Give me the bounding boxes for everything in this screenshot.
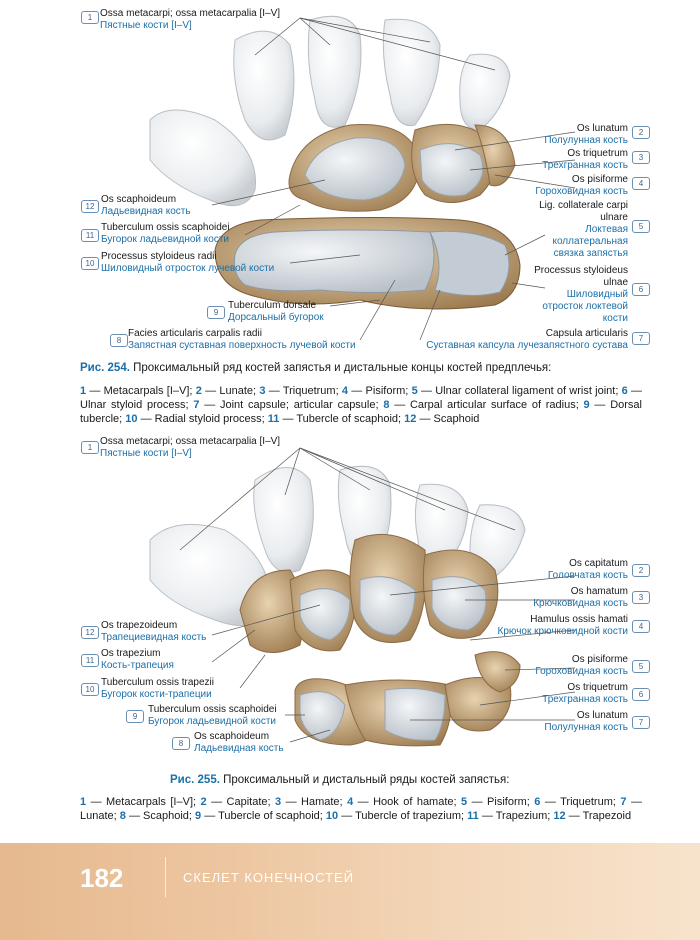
label-lunate: Os lunatum Полулунная кость (544, 123, 628, 146)
page-footer (0, 843, 700, 940)
legend-term: Lunate; (80, 810, 117, 822)
label-num-2: 2 (632, 126, 650, 139)
legend-term: Radial styloid process; (154, 413, 265, 425)
label-num-1: 1 (81, 441, 99, 454)
footer-divider (165, 857, 166, 897)
legend-term: Metacarpals [I–V]; (106, 796, 197, 808)
figure-255 (0, 430, 700, 760)
label-num-9: 9 (207, 306, 225, 319)
label-num-12: 12 (81, 626, 99, 639)
figure-254 (0, 0, 700, 351)
label-num-7: 7 (632, 332, 650, 345)
label-num-4: 4 (632, 620, 650, 633)
label-metacarpals: Ossa metacarpi; ossa metacarpalia [I–V] Пястные кости [I–V] (100, 436, 281, 459)
legend-number: 10 (125, 413, 138, 425)
label-num-8: 8 (110, 334, 128, 347)
figure-254-caption: Рис. 254. Проксимальный ряд костей запястья и дистальные концы костей предплечья: (80, 362, 552, 374)
label-num-8: 8 (172, 737, 190, 750)
label-num-6: 6 (632, 688, 650, 701)
label-num-11: 11 (81, 654, 99, 667)
label-hook-of-hamate: Hamulus ossis hamati Крючок крючковидной кости (497, 614, 628, 637)
legend-number: 2 (200, 796, 207, 808)
page-number: 182 (80, 863, 124, 893)
label-num-1: 1 (81, 11, 99, 24)
legend-number: 11 (467, 810, 479, 822)
label-pisiform: Os pisiforme Гороховидная кость (535, 654, 628, 677)
legend-term: Dorsal tubercle; (80, 399, 642, 425)
legend-term: Hook of hamate; (373, 796, 457, 808)
label-triquetrum: Os triquetrum Трехгранная кость (542, 682, 628, 705)
label-trapezium: Os trapezium Кость-трапеция (101, 648, 174, 671)
legend-term: Joint capsule; articular capsule; (219, 399, 379, 411)
label-num-4: 4 (632, 177, 650, 190)
label-num-2: 2 (632, 564, 650, 577)
label-num-10: 10 (81, 683, 99, 696)
legend-term: Trapezoid (582, 810, 632, 822)
legend-term: Scaphoid; (143, 810, 192, 822)
legend-number: 4 (341, 385, 349, 397)
legend-term: Scaphoid (433, 413, 480, 425)
legend-number: 8 (119, 810, 126, 822)
label-tubercle-scaphoid: Tuberculum ossis scaphoidei Бугорок ладьевидной кости (148, 704, 277, 727)
label-num-3: 3 (632, 591, 650, 604)
legend-term: Pisiform; (365, 385, 409, 397)
label-num-7: 7 (632, 716, 650, 729)
label-metacarpals: Ossa metacarpi; ossa metacarpalia [I–V] Пястные кости [I–V] (100, 8, 281, 31)
label-ulnar-collateral-ligament: Lig. collaterale carpi ulnare Локтевая коллатеральная связка запястья (539, 200, 628, 259)
legend-term: Ulnar styloid process; (80, 399, 189, 411)
figure-255-legend: 1 — Metacarpals [I–V]; 2 — Capitate; 3 — Hamate; 4 — Hook of hamate; 5 — Pisiform; 6 — Triquetrum; 7 — Lunate; 8 — Scaphoid; 9 — Tubercle of scaphoid; 10 — Tubercle of trapezium; 11 — Trapezium; 12 — Trapezoid (80, 796, 642, 822)
legend-term: Lunate; (219, 385, 257, 397)
label-hamate: Os hamatum Крючковидная кость (533, 586, 628, 609)
legend-number: 6 (534, 796, 541, 808)
label-scaphoid: Os scaphoideum Ладьевидная кость (194, 731, 284, 754)
label-capitate: Os capitatum Головчатая кость (547, 558, 628, 581)
legend-number: 1 (80, 385, 87, 397)
label-num-12: 12 (81, 200, 99, 213)
legend-term: Pisiform; (487, 796, 530, 808)
label-num-5: 5 (632, 660, 650, 673)
legend-number: 3 (259, 385, 266, 397)
label-scaphoid: Os scaphoideum Ладьевидная кость (101, 194, 191, 217)
legend-number: 12 (404, 413, 417, 425)
legend-term: Carpal articular surface of radius; (409, 399, 579, 411)
label-radial-styloid: Processus styloideus radii Шиловидный отросток лучевой кости (101, 251, 275, 274)
label-carpal-articular-surface: Facies articularis carpalis radii Запястная суставная поверхность лучевой кости (128, 328, 356, 351)
legend-number: 1 (80, 796, 87, 808)
label-num-9: 9 (126, 710, 144, 723)
legend-number: 9 (195, 810, 202, 822)
legend-number: 12 (553, 810, 566, 822)
legend-number: 2 (195, 385, 202, 397)
label-pisiform: Os pisiforme Гороховидная кость (535, 174, 628, 197)
legend-term: Tubercle of trapezium; (355, 810, 465, 822)
legend-term: Hamate; (301, 796, 343, 808)
label-triquetrum: Os triquetrum Трехгранная кость (542, 148, 628, 171)
legend-term: Ulnar collateral ligament of wrist joint; (435, 385, 619, 397)
legend-number: 8 (383, 399, 390, 411)
figure-254-legend: 1 — Metacarpals [I–V]; 2 — Lunate; 3 — Triquetrum; 4 — Pisiform; 5 — Ulnar collateral ligament of wrist joint; 6 — Ulnar styloid process; 7 — Joint capsule; articular capsule; 8 — Carpal articular surface of radius; 9 — Dorsal tubercle; 10 — Radial styloid process; 11 — Tubercle of scaphoid; 12 — Scaphoid (80, 385, 643, 425)
label-num-5: 5 (632, 220, 650, 233)
legend-number: 9 (583, 399, 590, 411)
legend-number: 11 (267, 413, 280, 425)
section-title: СКЕЛЕТ КОНЕЧНОСТЕЙ (183, 870, 355, 885)
label-tubercle-scaphoid: Tuberculum ossis scaphoidei Бугорок ладьевидной кости (101, 222, 230, 245)
label-num-6: 6 (632, 283, 650, 296)
label-num-11: 11 (81, 229, 99, 242)
legend-number: 5 (461, 796, 468, 808)
figure-255-caption: Рис. 255. Проксимальный и дистальный ряды костей запястья: (170, 774, 510, 786)
legend-number: 7 (620, 796, 627, 808)
legend-term: Triquetrum; (282, 385, 339, 397)
label-ulnar-styloid: Processus styloideus ulnae Шиловидный отросток локтевой кости (534, 265, 628, 324)
legend-term: Trapezium; (495, 810, 551, 822)
legend-term: Tubercle of scaphoid; (296, 413, 402, 425)
label-dorsal-tubercle: Tuberculum dorsale Дорсальный бугорок (228, 300, 324, 323)
label-tubercle-trapezium: Tuberculum ossis trapezii Бугорок кости-трапеции (101, 677, 215, 700)
label-trapezoid: Os trapezoideum Трапециевидная кость (101, 620, 207, 643)
legend-term: Triquetrum; (560, 796, 616, 808)
label-num-3: 3 (632, 151, 650, 164)
legend-number: 10 (325, 810, 339, 822)
label-num-10: 10 (81, 257, 99, 270)
legend-number: 6 (621, 385, 628, 397)
legend-number: 4 (347, 796, 354, 808)
label-lunate: Os lunatum Полулунная кость (544, 710, 628, 733)
legend-term: Capitate; (226, 796, 271, 808)
legend-number: 5 (411, 385, 418, 397)
legend-term: Metacarpals [I–V]; (103, 385, 193, 397)
legend-number: 7 (193, 399, 200, 411)
legend-term: Tubercle of scaphoid; (218, 810, 323, 822)
legend-number: 3 (275, 796, 282, 808)
label-joint-capsule: Capsula articularis Суставная капсула лучезапястного сустава (426, 328, 628, 351)
